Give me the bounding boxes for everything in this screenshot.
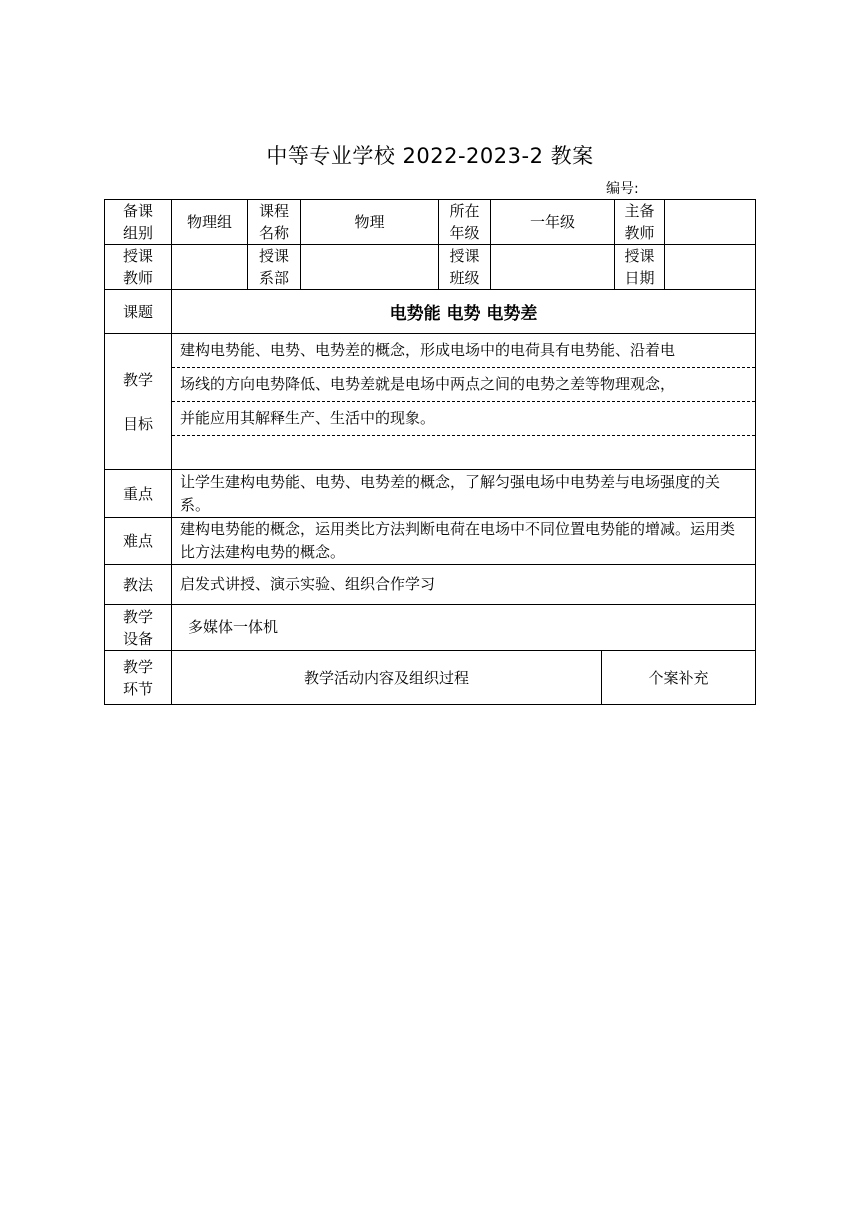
objective-line: 并能应用其解释生产、生活中的现象。 [172, 402, 755, 436]
key-points-value: 让学生建构电势能、电势、电势差的概念，了解匀强电场中电势差与电场强度的关系。 [172, 470, 756, 518]
header-row-1 [105, 200, 756, 245]
topic-value: 电势能 电势 电势差 [172, 290, 756, 334]
doc-number-label: 编号: [606, 181, 639, 197]
topic-label: 课题 [105, 290, 172, 334]
document-title: 中等专业学校 2022-2023-2 教案 [266, 144, 594, 168]
header-row-2 [105, 245, 756, 290]
date-label: 授课 日期 [615, 245, 665, 290]
key-points-label: 重点 [105, 470, 172, 518]
objective-line: 场线的方向电势降低、电势差就是电场中两点之间的电势之差等物理观念， [172, 368, 755, 402]
lesson-plan-table [104, 199, 756, 705]
dept-label: 授课 系部 [248, 245, 301, 290]
objectives-row [105, 334, 756, 470]
grade-value: 一年级 [491, 200, 615, 245]
course-label: 课程 名称 [248, 200, 301, 245]
difficulties-label: 难点 [105, 518, 172, 565]
equipment-label: 教学 设备 [105, 605, 172, 651]
key-points-row [105, 470, 756, 518]
objectives-label: 教学 目标 [105, 334, 172, 470]
equipment-row [105, 605, 756, 651]
lead-teacher-label: 主备 教师 [615, 200, 665, 245]
course-value: 物理 [301, 200, 439, 245]
methods-value: 启发式讲授、演示实验、组织合作学习 [172, 565, 756, 605]
class-value [491, 245, 615, 290]
process-row [105, 651, 756, 705]
process-label: 教学 环节 [105, 651, 172, 705]
methods-row [105, 565, 756, 605]
objective-line: 建构电势能、电势、电势差的概念，形成电场中的电荷具有电势能、沿着电 [172, 334, 755, 368]
dept-value [301, 245, 439, 290]
equipment-value: 多媒体一体机 [172, 605, 756, 651]
grade-label: 所在 年级 [439, 200, 491, 245]
topic-row [105, 290, 756, 334]
teacher-value [172, 245, 248, 290]
process-content-header: 教学活动内容及组织过程 [172, 651, 602, 705]
date-value [665, 245, 756, 290]
teacher-label: 授课 教师 [105, 245, 172, 290]
class-label: 授课 班级 [439, 245, 491, 290]
group-value: 物理组 [172, 200, 248, 245]
group-label: 备课 组别 [105, 200, 172, 245]
methods-label: 教法 [105, 565, 172, 605]
difficulties-row [105, 518, 756, 565]
difficulties-value: 建构电势能的概念，运用类比方法判断电荷在电场中不同位置电势能的增减。运用类比方法建构电势的概念。 [172, 518, 756, 565]
lead-teacher-value [665, 200, 756, 245]
objectives-content [172, 334, 756, 470]
process-supplement-header: 个案补充 [602, 651, 756, 705]
objective-line [172, 436, 755, 469]
